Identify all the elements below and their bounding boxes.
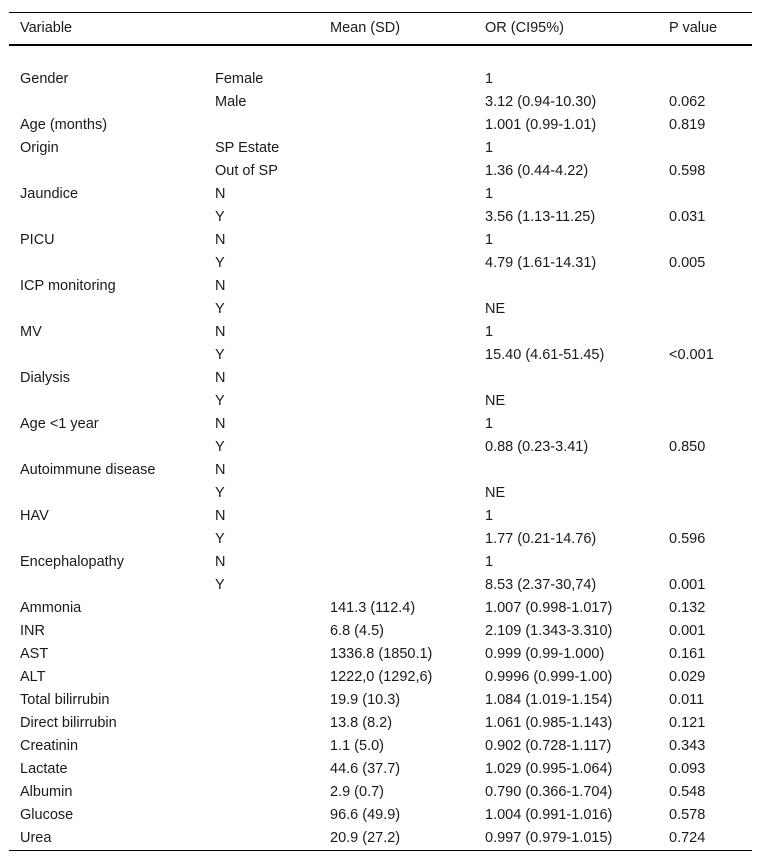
table-row: [9, 528, 752, 551]
cell-variable: Direct bilirrubin: [20, 715, 117, 731]
cell-variable: Total bilirrubin: [20, 692, 110, 708]
cell-or: 1: [485, 186, 494, 202]
cell-variable: Autoimmune disease: [20, 462, 156, 478]
cell-p-value: 0.001: [669, 577, 706, 593]
cell-or: 1: [485, 554, 494, 570]
table-row: [9, 321, 752, 344]
cell-subgroup: N: [215, 370, 226, 386]
cell-variable: Origin: [20, 140, 59, 156]
table-row: [9, 367, 752, 390]
cell-or: 0.88 (0.23-3.41): [485, 439, 589, 455]
table-row: [9, 758, 752, 781]
cell-p-value: 0.548: [669, 784, 706, 800]
header-p-value: P value: [669, 20, 718, 36]
cell-or: 0.902 (0.728-1.117): [485, 738, 612, 754]
cell-p-value: 0.850: [669, 439, 706, 455]
cell-p-value: 0.598: [669, 163, 706, 179]
cell-variable: PICU: [20, 232, 55, 248]
cell-p-value: 0.724: [669, 830, 706, 846]
table-row: [9, 298, 752, 321]
table-row: [9, 275, 752, 298]
table-row: [9, 689, 752, 712]
cell-or: 1.029 (0.995-1.064): [485, 761, 613, 777]
table-spacer-row: [9, 46, 752, 68]
cell-subgroup: Y: [215, 301, 225, 317]
cell-subgroup: N: [215, 232, 226, 248]
table-row: [9, 459, 752, 482]
cell-variable: Ammonia: [20, 600, 82, 616]
cell-subgroup: N: [215, 324, 226, 340]
cell-variable: Urea: [20, 830, 52, 846]
cell-p-value: 0.596: [669, 531, 706, 547]
table-row: [9, 160, 752, 183]
cell-subgroup: N: [215, 462, 226, 478]
table-row: [9, 252, 752, 275]
cell-subgroup: Out of SP: [215, 163, 278, 179]
cell-mean: 2.9 (0.7): [330, 784, 384, 800]
cell-or: 15.40 (4.61-51.45): [485, 347, 605, 363]
table-row: [9, 643, 752, 666]
cell-or: 1: [485, 508, 494, 524]
cell-variable: ALT: [20, 669, 46, 685]
cell-subgroup: Y: [215, 209, 225, 225]
cell-mean: 6.8 (4.5): [330, 623, 384, 639]
table-row: [9, 551, 752, 574]
cell-or: 3.56 (1.13-11.25): [485, 209, 596, 225]
table-row: [9, 505, 752, 528]
table-row: [9, 413, 752, 436]
cell-variable: INR: [20, 623, 45, 639]
cell-or: 1: [485, 71, 494, 87]
cell-subgroup: Female: [215, 71, 264, 87]
table-row: [9, 712, 752, 735]
cell-subgroup: N: [215, 278, 226, 294]
cell-or: 1: [485, 232, 494, 248]
cell-variable: Gender: [20, 71, 69, 87]
cell-variable: Encephalopathy: [20, 554, 124, 570]
cell-mean: 44.6 (37.7): [330, 761, 401, 777]
table-row: [9, 781, 752, 804]
cell-p-value: 0.161: [669, 646, 706, 662]
cell-p-value: 0.578: [669, 807, 706, 823]
cell-or: 1.77 (0.21-14.76): [485, 531, 597, 547]
cell-p-value: 0.093: [669, 761, 706, 777]
cell-p-value: 0.001: [669, 623, 706, 639]
cell-subgroup: N: [215, 186, 226, 202]
cell-or: 2.109 (1.343-3.310): [485, 623, 613, 639]
cell-or: 1.061 (0.985-1.143): [485, 715, 613, 731]
cell-variable: ICP monitoring: [20, 278, 116, 294]
cell-or: 0.790 (0.366-1.704): [485, 784, 613, 800]
cell-or: 3.12 (0.94-10.30): [485, 94, 597, 110]
cell-subgroup: N: [215, 416, 226, 432]
cell-subgroup: Y: [215, 255, 225, 271]
cell-p-value: 0.031: [669, 209, 706, 225]
table-bottom-rule: [9, 850, 752, 851]
cell-mean: 20.9 (27.2): [330, 830, 401, 846]
cell-variable: AST: [20, 646, 49, 662]
cell-mean: 1.1 (5.0): [330, 738, 384, 754]
cell-mean: 141.3 (112.4): [330, 600, 416, 616]
header-variable: Variable: [20, 20, 73, 36]
cell-variable: Dialysis: [20, 370, 70, 386]
table-row: [9, 137, 752, 160]
cell-subgroup: SP Estate: [215, 140, 280, 156]
cell-mean: 1336.8 (1850.1): [330, 646, 433, 662]
table-row: [9, 574, 752, 597]
cell-variable: HAV: [20, 508, 49, 524]
cell-variable: Lactate: [20, 761, 68, 777]
cell-p-value: 0.029: [669, 669, 706, 685]
cell-or: 0.999 (0.99-1.000): [485, 646, 605, 662]
cell-p-value: 0.062: [669, 94, 706, 110]
cell-mean: 13.8 (8.2): [330, 715, 393, 731]
cell-subgroup: Y: [215, 347, 225, 363]
cell-or: 1.36 (0.44-4.22): [485, 163, 589, 179]
results-table: [9, 12, 752, 851]
cell-or: 1: [485, 324, 494, 340]
cell-variable: Creatinin: [20, 738, 79, 754]
table-row: [9, 229, 752, 252]
table-row: [9, 735, 752, 758]
cell-variable: MV: [20, 324, 42, 340]
table-row: [9, 620, 752, 643]
cell-p-value: 0.132: [669, 600, 706, 616]
header-or: OR (CI95%): [485, 20, 564, 36]
table-row: [9, 68, 752, 91]
cell-subgroup: N: [215, 554, 226, 570]
cell-or: 0.997 (0.979-1.015): [485, 830, 613, 846]
cell-subgroup: Y: [215, 439, 225, 455]
cell-variable: Glucose: [20, 807, 74, 823]
table-row: [9, 666, 752, 689]
table-row: [9, 183, 752, 206]
cell-or: NE: [485, 393, 506, 409]
cell-subgroup: Y: [215, 531, 225, 547]
header-mean: Mean (SD): [330, 20, 401, 36]
cell-mean: 1222,0 (1292,6): [330, 669, 433, 685]
cell-or: 4.79 (1.61-14.31): [485, 255, 597, 271]
table-row: [9, 804, 752, 827]
table-row: [9, 597, 752, 620]
cell-variable: Jaundice: [20, 186, 79, 202]
cell-or: 1.007 (0.998-1.017): [485, 600, 613, 616]
cell-variable: Albumin: [20, 784, 73, 800]
cell-p-value: 0.819: [669, 117, 706, 133]
cell-p-value: <0.001: [669, 347, 714, 363]
table-row: [9, 482, 752, 505]
cell-or: 8.53 (2.37-30,74): [485, 577, 597, 593]
table-row: [9, 390, 752, 413]
cell-or: 1.001 (0.99-1.01): [485, 117, 597, 133]
cell-mean: 96.6 (49.9): [330, 807, 401, 823]
table-row: [9, 344, 752, 367]
cell-p-value: 0.005: [669, 255, 706, 271]
cell-subgroup: Y: [215, 393, 225, 409]
cell-p-value: 0.121: [669, 715, 706, 731]
table-header-row: [9, 13, 752, 44]
cell-or: 1.004 (0.991-1.016): [485, 807, 613, 823]
cell-subgroup: Y: [215, 577, 225, 593]
cell-or: 1: [485, 140, 494, 156]
cell-variable: Age (months): [20, 117, 108, 133]
cell-subgroup: Y: [215, 485, 225, 501]
table-row: [9, 114, 752, 137]
cell-or: 1.084 (1.019-1.154): [485, 692, 613, 708]
cell-p-value: 0.343: [669, 738, 706, 754]
cell-or: NE: [485, 485, 506, 501]
table-row: [9, 827, 752, 850]
cell-or: 1: [485, 416, 494, 432]
cell-p-value: 0.011: [669, 692, 705, 708]
table-row: [9, 206, 752, 229]
cell-subgroup: N: [215, 508, 226, 524]
table-body: [9, 68, 752, 850]
cell-variable: Age <1 year: [20, 416, 99, 432]
cell-subgroup: Male: [215, 94, 247, 110]
cell-mean: 19.9 (10.3): [330, 692, 401, 708]
cell-or: NE: [485, 301, 506, 317]
cell-or: 0.9996 (0.999-1.00): [485, 669, 613, 685]
table-row: [9, 436, 752, 459]
table-row: [9, 91, 752, 114]
